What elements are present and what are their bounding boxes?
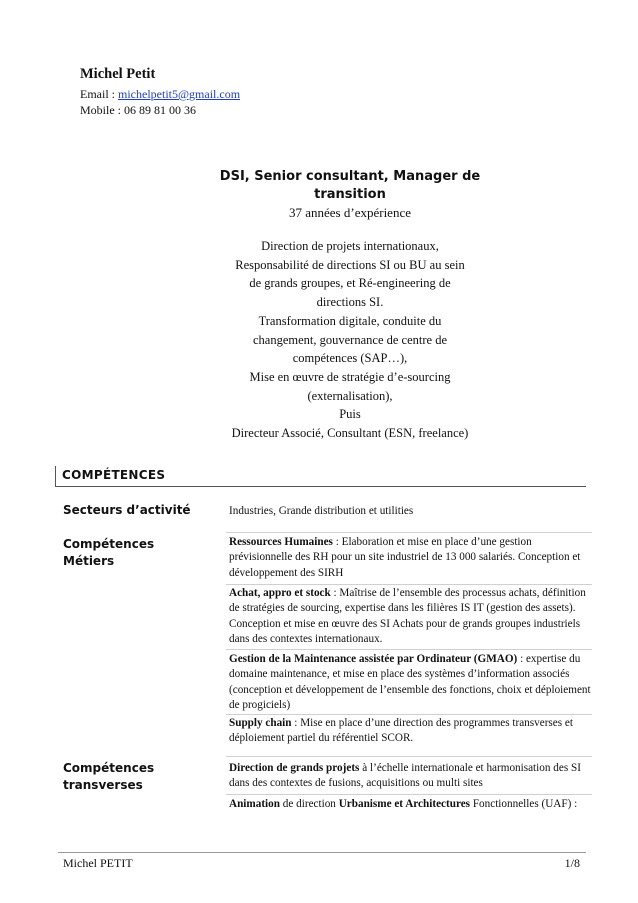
candidate-name: Michel Petit — [80, 66, 156, 82]
achat-text: : Maîtrise de l’ensemble des processus achats, définition de stratégies de sourcing, expertise dans les filières IS IT (gestion des assets). Conception et mise en œuvre des SI Achats pour de grands groupes industriels dans des contextes internationaux. — [229, 587, 586, 645]
footer-author: Michel PETIT — [63, 856, 133, 870]
metiers-label — [63, 536, 154, 570]
animation-title: Animation — [229, 798, 280, 810]
achat-title: Achat, appro et stock — [229, 587, 331, 599]
animation-mid: de direction — [279, 798, 339, 810]
divider — [226, 714, 592, 715]
urbanisme-title: Urbanisme et Architectures — [338, 798, 471, 810]
supply-title: Supply chain — [229, 717, 292, 729]
supply-block — [229, 716, 594, 747]
animation-end: Fonctionnelles (UAF) : — [470, 798, 578, 810]
page-number: 1/8 — [564, 856, 580, 870]
summary-line: Responsabilité de directions SI ou BU au sein — [235, 257, 465, 272]
experience-years: 37 années d’expérience — [289, 205, 411, 220]
metiers-label-line-2: Métiers — [63, 554, 115, 568]
profile-summary — [200, 237, 500, 443]
gmao-block — [229, 652, 594, 713]
headline — [205, 168, 495, 204]
footer-divider — [58, 852, 586, 853]
grands-projets-title: Direction de grands projets — [229, 762, 360, 774]
gmao-text: : expertise du domaine maintenance, et mise en place des systèmes d’information associés (conception et développement de l’ensemble des fonctions, choix et déploiement de progiciels) — [229, 653, 591, 711]
summary-line: Directeur Associé, Consultant (ESN, freelance) — [231, 426, 469, 441]
section-title: COMPÉTENCES — [62, 468, 166, 482]
mobile-line: Mobile : 06 89 81 00 36 — [80, 103, 196, 117]
divider — [226, 532, 592, 533]
summary-line: changement, gouvernance de centre de — [253, 332, 447, 347]
rh-block — [229, 535, 594, 581]
grands-projets-text: à l’échelle internationale et harmonisation des SI dans des contextes de fusions, acquisitions ou multi sites — [229, 762, 581, 790]
divider — [226, 756, 592, 757]
rh-text: : Elaboration et mise en place d’une gestion prévisionnelle des RH pour un site industriel de 13 000 salariés. Conception et développement des SIRH — [229, 536, 581, 579]
metiers-label-line-1: Compétences — [63, 537, 155, 551]
competences-section-header — [55, 466, 586, 487]
transverses-label-line-1: Compétences — [63, 761, 155, 775]
email-label: Email : — [80, 87, 118, 101]
email-line — [80, 87, 240, 102]
headline-line-1: DSI, Senior consultant, Manager de — [219, 169, 481, 184]
divider — [226, 584, 592, 585]
secteurs-text: Industries, Grande distribution et utilities — [229, 505, 414, 517]
gmao-title: Gestion de la Maintenance assistée par Ordinateur (GMAO) — [229, 653, 518, 665]
summary-line: de grands groupes, et Ré-engineering de — [249, 276, 451, 291]
email-link[interactable]: michelpetit5@gmail.com — [118, 87, 241, 101]
secteurs-label: Secteurs d’activité — [63, 503, 191, 517]
summary-line: Transformation digitale, conduite du — [258, 313, 442, 328]
summary-line: Mise en œuvre de stratégie d’e-sourcing — [249, 369, 451, 384]
summary-line: (externalisation), — [307, 388, 393, 403]
animation-block — [229, 797, 594, 812]
summary-line: Puis — [339, 407, 361, 422]
divider — [226, 649, 592, 650]
grands-projets-block — [229, 761, 594, 792]
achat-block — [229, 586, 594, 647]
headline-line-2: transition — [314, 187, 386, 202]
divider — [226, 794, 592, 795]
transverses-label-line-2: transverses — [63, 778, 143, 792]
summary-line: directions SI. — [316, 295, 384, 310]
summary-line: Direction de projets internationaux, — [261, 239, 439, 253]
summary-line: compétences (SAP…), — [292, 351, 408, 366]
rh-title: Ressources Humaines — [229, 536, 333, 548]
transverses-label — [63, 760, 154, 794]
supply-text: : Mise en place d’une direction des programmes transverses et déploiement partiel du référentiel SCOR. — [229, 717, 573, 745]
